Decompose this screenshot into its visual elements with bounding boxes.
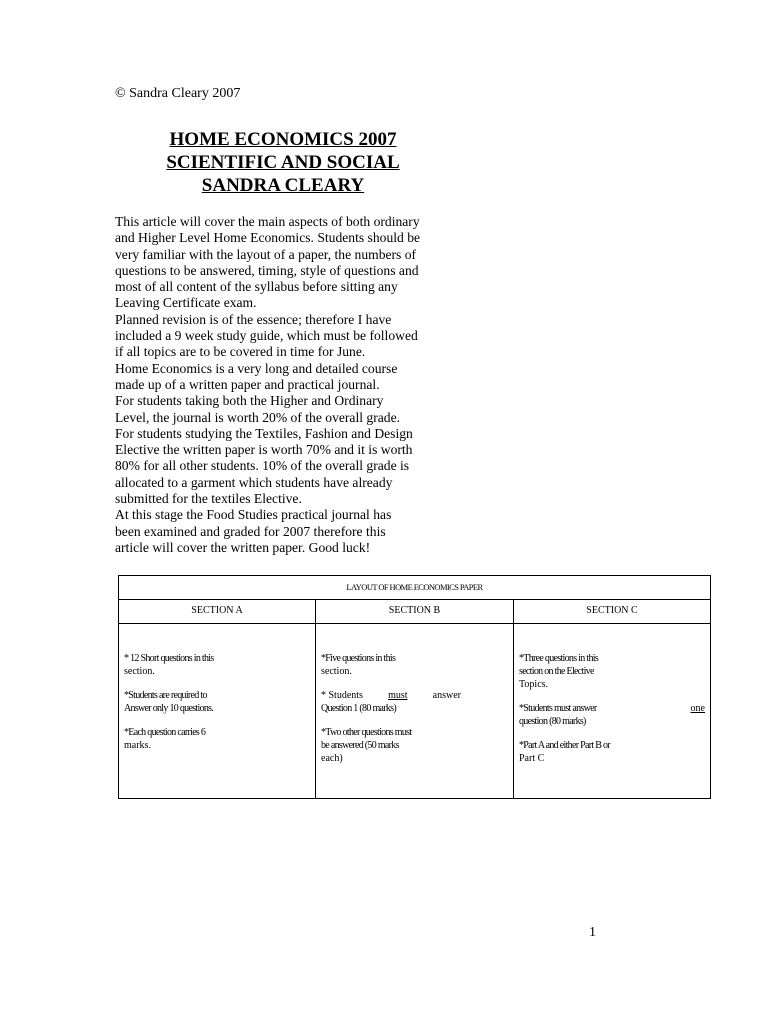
cell-text: be answered (50 marks	[321, 740, 399, 751]
cell-text: marks.	[124, 740, 151, 751]
document-title	[115, 128, 451, 197]
body-line: Elective the written paper is worth 70% and it is worth	[115, 442, 413, 458]
cell-text: Part C	[519, 753, 545, 764]
article-body	[115, 214, 465, 556]
body-line: Planned revision is of the essence; therefore I have	[115, 311, 392, 327]
table-header-row	[119, 600, 710, 624]
title-line-2: SCIENTIFIC AND SOCIAL	[166, 152, 400, 173]
cell-text: question (80 marks)	[519, 716, 586, 727]
header-section-b: SECTION B	[316, 600, 514, 623]
section-b-item-3	[321, 726, 508, 765]
body-line: been examined and graded for 2007 therefore this	[115, 523, 386, 539]
page-number: 1	[589, 925, 596, 940]
copyright-notice: © Sandra Cleary 2007	[115, 86, 241, 101]
body-line: if all topics are to be covered in time for June.	[115, 344, 366, 360]
section-a-item-2	[124, 689, 310, 715]
body-line: This article will cover the main aspects of both ordinary	[115, 214, 420, 229]
body-line: For students studying the Textiles, Fashion and Design	[115, 425, 413, 441]
cell-text: answer	[432, 690, 461, 701]
cell-text: * 12 Short questions in this	[124, 653, 214, 664]
cell-text: Question 1 (80 marks)	[321, 703, 397, 714]
cell-text: * Students	[321, 690, 363, 701]
header-section-c: SECTION C	[586, 605, 638, 616]
title-line-3: SANDRA CLEARY	[201, 175, 365, 196]
body-line: submitted for the textiles Elective.	[115, 491, 302, 507]
section-c-item-1	[519, 652, 705, 691]
section-b-item-1	[321, 652, 508, 678]
cell-text-row	[519, 702, 705, 715]
section-a-cell	[119, 624, 316, 799]
cell-text: *Each question carries 6	[124, 727, 206, 738]
cell-text: section on the Elective	[519, 666, 594, 677]
cell-text: *Five questions in this	[321, 653, 396, 664]
body-line: made up of a written paper and practical journal.	[115, 376, 380, 392]
cell-text-underlined: must	[388, 690, 408, 701]
body-line: and Higher Level Home Economics. Students should be	[115, 230, 421, 246]
section-a-item-3	[124, 726, 310, 752]
cell-text: *Part A and either Part B or	[519, 740, 610, 751]
cell-text: Answer only 10 questions.	[124, 703, 214, 714]
cell-text-underlined: one	[690, 703, 705, 714]
section-c-item-3	[519, 739, 705, 765]
body-line: most of all content of the syllabus before sitting any	[115, 279, 398, 295]
section-b-item-2	[321, 689, 508, 715]
cell-text: Topics.	[519, 679, 549, 690]
body-line: questions to be answered, timing, style of questions and	[115, 262, 419, 278]
section-c-cell	[514, 624, 710, 799]
body-line: allocated to a garment which students have already	[115, 474, 393, 490]
cell-text: each)	[321, 753, 343, 764]
table-title	[119, 576, 710, 600]
title-line-1: HOME ECONOMICS 2007	[169, 129, 397, 150]
section-b-cell	[316, 624, 514, 799]
body-line: article will cover the written paper. Good luck!	[115, 539, 371, 555]
body-line: For students taking both the Higher and Ordinary	[115, 393, 384, 409]
body-line: very familiar with the layout of a paper, the numbers of	[115, 246, 417, 262]
body-line: Home Economics is a very long and detailed course	[115, 360, 398, 376]
table-body-row	[119, 624, 710, 799]
paper-layout-table	[118, 575, 711, 799]
body-line: Leaving Certificate exam.	[115, 295, 257, 311]
table-title-text: LAYOUT OF HOME ECONOMICS PAPER	[346, 582, 483, 592]
section-a-item-1	[124, 652, 310, 678]
cell-text: *Three questions in this	[519, 653, 599, 664]
cell-text: *Students are required to	[124, 690, 207, 701]
body-line: At this stage the Food Studies practical journal has	[115, 507, 392, 523]
cell-text: section.	[124, 666, 155, 677]
body-line: included a 9 week study guide, which must be followed	[115, 328, 418, 344]
body-line: 80% for all other students. 10% of the overall grade is	[115, 458, 410, 474]
cell-text: section.	[321, 666, 352, 677]
header-section-a: SECTION A	[119, 600, 316, 623]
cell-text: *Students must answer	[519, 703, 597, 714]
section-c-item-2	[519, 702, 705, 728]
cell-text: *Two other questions must	[321, 727, 412, 738]
cell-text-row	[321, 689, 461, 702]
body-line: Level, the journal is worth 20% of the overall grade.	[115, 409, 400, 425]
